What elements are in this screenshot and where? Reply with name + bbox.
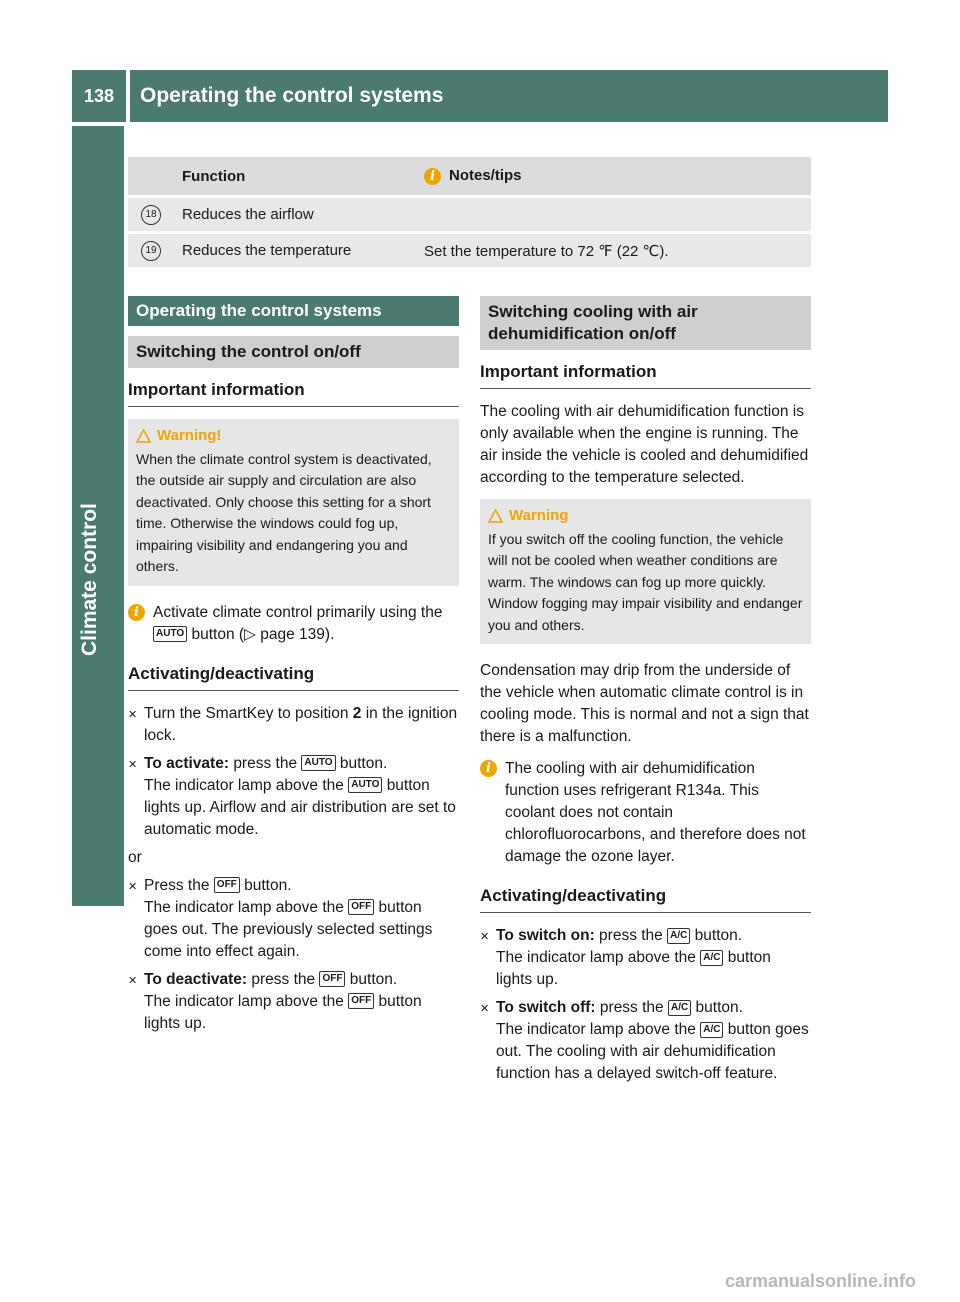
info-icon: i — [128, 604, 145, 621]
step-text-part: The indicator lamp above the — [144, 898, 344, 916]
step-text-part: button lights up. — [496, 949, 771, 988]
step-text-part: press the — [599, 927, 663, 944]
step-item — [128, 753, 459, 841]
step-text-part: button goes out. The cooling with air dehumidification function has a delayed switch-off feature. — [496, 1021, 809, 1082]
or-text: or — [128, 848, 142, 866]
step-text-part: button lights up. — [144, 992, 422, 1032]
step-label: To switch on: — [496, 927, 595, 944]
step-label: To activate: — [144, 754, 229, 772]
section-title: Operating the control systems — [128, 296, 459, 326]
step-text-part: press the — [233, 754, 298, 772]
step-text — [144, 969, 459, 1035]
ac-button-glyph: A/C — [667, 928, 690, 944]
off-button-glyph: OFF — [319, 971, 345, 987]
side-tab-title: Climate control — [78, 503, 101, 656]
table-row-notes — [416, 198, 811, 231]
warning-title — [136, 425, 451, 447]
table-header-num — [128, 157, 174, 195]
off-button-glyph: OFF — [348, 899, 374, 915]
info-note — [480, 758, 811, 868]
footer-watermark: carmanualsonline.info — [724, 1271, 916, 1291]
warning-title-label: Warning — [509, 507, 569, 524]
step-arrow-icon: ✕ — [128, 708, 138, 721]
ac-button-glyph: A/C — [700, 1022, 723, 1038]
paragraph: The cooling with air dehumidification function is only available when the engine is running. The air inside the vehicle is cooled and dehumidified according to the temperature selected. — [480, 403, 809, 486]
function-table — [128, 154, 811, 270]
step-text-part: Press the — [144, 876, 210, 894]
table-header-notes — [416, 157, 811, 195]
step-item — [128, 875, 459, 963]
step-text-part: The indicator lamp above the — [144, 776, 344, 794]
warning-triangle-icon — [488, 509, 503, 523]
table-header-function: Function — [174, 157, 416, 195]
step-text-part: button. — [694, 927, 743, 944]
subsection-title: Switching cooling with air dehumidification on/off — [480, 296, 811, 350]
step-item — [128, 703, 459, 747]
table-header-row — [128, 157, 811, 195]
info-text-b: button (▷ page 139). — [191, 625, 335, 643]
right-column — [480, 296, 811, 1091]
step-text-part: in the ignition lock. — [144, 704, 458, 744]
page-title: Operating the control systems — [140, 84, 444, 107]
heading-important-information: Important information — [480, 362, 811, 389]
auto-button-glyph: AUTO — [153, 626, 187, 642]
step-label: To deactivate: — [144, 970, 248, 988]
step-bold: 2 — [352, 704, 362, 722]
step-item — [480, 925, 811, 991]
table-row-function: Reduces the temperature — [174, 234, 416, 267]
info-note-text — [153, 602, 459, 646]
heading-activating: Activating/deactivating — [128, 664, 459, 691]
circled-number: 18 — [141, 205, 161, 225]
step-text-part: button. — [695, 999, 743, 1016]
info-icon: i — [480, 760, 497, 777]
subsection-title: Switching the control on/off — [128, 336, 459, 368]
step-text — [144, 703, 459, 747]
step-arrow-icon: ✕ — [128, 758, 138, 771]
table-row — [128, 234, 811, 267]
table-row-num — [128, 234, 174, 267]
step-text-part: The indicator lamp above the — [144, 992, 344, 1010]
step-text-part: button lights up. Airflow and air distribution are set to automatic mode. — [144, 776, 456, 838]
step-text — [144, 753, 459, 841]
heading-important-information: Important information — [128, 380, 459, 407]
step-text — [496, 997, 811, 1085]
warning-title-label: Warning! — [157, 427, 222, 444]
auto-button-glyph: AUTO — [348, 777, 382, 793]
step-text — [496, 925, 811, 991]
step-arrow-icon: ✕ — [480, 931, 490, 943]
step-item — [480, 997, 811, 1085]
circled-number: 19 — [141, 241, 161, 261]
info-note — [128, 602, 459, 646]
step-item — [128, 969, 459, 1035]
step-text-part: Turn the SmartKey to position — [144, 704, 349, 722]
info-note-text: The cooling with air dehumidification function uses refrigerant R134a. This coolant does not contain chlorofluorocarbons, and therefore does not damage the ozone layer. — [505, 760, 806, 865]
step-text-part: button. — [244, 876, 292, 894]
info-icon: i — [424, 168, 441, 185]
step-arrow-icon: ✕ — [480, 1003, 490, 1015]
warning-box — [128, 419, 459, 586]
warning-box — [480, 499, 811, 644]
step-text-part: button goes out. The previously selected settings come into effect again. — [144, 898, 433, 960]
paragraph: Condensation may drip from the underside of the vehicle when automatic climate control is in cooling mode. This is normal and not a sign that there is a malfunction. — [480, 662, 809, 745]
step-arrow-icon: ✕ — [128, 974, 138, 987]
ac-button-glyph: A/C — [700, 950, 723, 966]
table-row-num — [128, 198, 174, 231]
warning-text: If you switch off the cooling function, the vehicle will not be cooled when weather conditions are warm. The windows can fog up more quickly. Window fogging may impair visibility and endanger you and others. — [488, 530, 803, 633]
step-label: To switch off: — [496, 999, 596, 1016]
header-divider — [126, 70, 130, 122]
table-row-notes: Set the temperature to 72 ℉ (22 ℃). — [416, 234, 811, 267]
step-text — [144, 875, 459, 963]
warning-text: When the climate control system is deactivated, the outside air supply and circulation are also deactivated. Only choose this setting for a short time. Otherwise the windows could fog up, impairing visibility and endangering you and others. — [136, 450, 432, 574]
table-row — [128, 198, 811, 231]
step-text-part: The indicator lamp above the — [496, 949, 696, 966]
off-button-glyph: OFF — [348, 993, 374, 1009]
off-button-glyph: OFF — [214, 877, 240, 893]
ac-button-glyph: A/C — [668, 1000, 691, 1016]
step-text-part: button. — [349, 970, 398, 988]
warning-triangle-icon — [136, 429, 151, 443]
heading-activating: Activating/deactivating — [480, 886, 811, 913]
step-text-part: press the — [599, 999, 664, 1016]
page-number: 138 — [83, 85, 115, 106]
auto-button-glyph: AUTO — [301, 755, 335, 771]
step-text-part: The indicator lamp above the — [496, 1021, 696, 1038]
info-text-a: Activate climate control primarily using the — [153, 603, 443, 621]
step-text-part: press the — [251, 970, 316, 988]
step-text-part: button. — [339, 754, 388, 772]
table-row-function: Reduces the airflow — [174, 198, 416, 231]
step-arrow-icon: ✕ — [128, 880, 138, 893]
table-header-notes-label: Notes/tips — [449, 167, 522, 185]
left-column — [128, 296, 459, 1041]
warning-title — [488, 505, 803, 527]
